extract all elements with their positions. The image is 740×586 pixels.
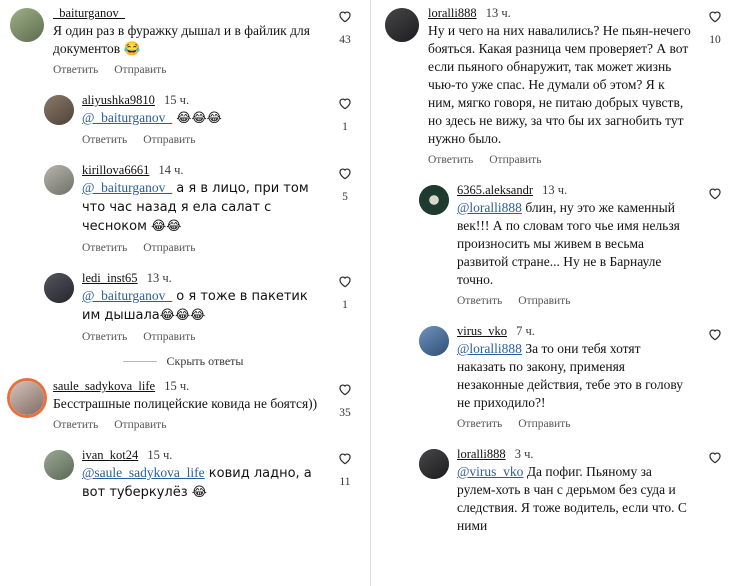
comment-right-rail	[328, 273, 362, 311]
comment-username[interactable]: _baiturganov_	[53, 6, 125, 20]
mention-link[interactable]: @_baiturganov_	[82, 110, 173, 125]
avatar[interactable]	[419, 449, 449, 479]
comment-text-rest: 😂😂😂	[172, 111, 222, 126]
avatar-image	[385, 8, 419, 42]
avatar[interactable]	[10, 381, 44, 415]
comment-text-rest: а я в лицо, при том что час назад я ела салат с чесноком 😂😂	[82, 181, 309, 234]
comment-body	[457, 447, 732, 535]
like-count: 5	[342, 191, 348, 203]
comment-item[interactable]	[385, 318, 732, 431]
comment-text: Ну и чего на них навалились? Не пьян-нечего бояться. Какая разница чем проверяет? А вот если пьяного обнаружит, так может жизнь чью-то уже спас. Не думали об этом? Я к ним, мягко говоря, не питаю добрых чувств, но здесь не вижу, за что бы их загнобить тут нужно было.	[428, 23, 691, 146]
share-button[interactable]: Отправить	[143, 242, 196, 254]
mention-link[interactable]: @saule_sadykova_life	[82, 465, 205, 480]
comment-username[interactable]: loralli888	[457, 447, 506, 461]
comment-actions	[53, 63, 322, 77]
comment-body	[457, 183, 732, 308]
comment-meta	[82, 163, 322, 178]
avatar-image	[10, 381, 44, 415]
comment-actions	[82, 133, 322, 147]
comment-right-rail	[698, 8, 732, 46]
avatar-image	[44, 450, 74, 480]
comment-meta	[82, 93, 322, 108]
share-button[interactable]: Отправить	[518, 418, 571, 430]
divider-space	[385, 308, 732, 318]
comment-meta	[82, 448, 322, 463]
heart-icon[interactable]	[337, 8, 353, 24]
comment-item[interactable]	[10, 442, 362, 502]
comment-text	[82, 287, 322, 325]
comment-actions	[457, 417, 692, 431]
heart-icon[interactable]	[337, 165, 353, 181]
share-button[interactable]: Отправить	[114, 419, 167, 431]
comment-text-rest: Да пофиг. Пьяному за рулем-хоть в чан с дерьмом без суда и следствия. Я тоже водитель, если что. С ними	[457, 464, 687, 533]
comment-time: 14 ч.	[158, 163, 184, 177]
comment-text-rest: о я тоже в пакетик им дышала😂😂😂	[82, 289, 308, 323]
comment-meta	[457, 447, 692, 462]
heart-icon[interactable]	[707, 185, 723, 201]
comment-actions	[457, 294, 692, 308]
comment-meta	[82, 271, 322, 286]
comment-text: Бесстрашные полицейские ковида не боятся))	[53, 396, 318, 411]
comment-text	[82, 179, 322, 236]
like-count: 35	[339, 407, 351, 419]
divider-space	[385, 167, 732, 177]
right-comments-column[interactable]	[370, 0, 740, 586]
avatar[interactable]	[10, 8, 44, 42]
comment-text-rest: ковид ладно, а вот туберкулёз 😂	[82, 466, 312, 500]
comment-item[interactable]	[10, 265, 362, 344]
comment-actions	[53, 418, 322, 432]
avatar-image	[419, 326, 449, 356]
like-count: 43	[339, 34, 351, 46]
comment-actions	[428, 153, 692, 167]
comment-actions	[82, 241, 322, 255]
comment-item[interactable]	[385, 0, 732, 167]
comment-body	[82, 93, 362, 147]
like-count: 1	[342, 299, 348, 311]
comment-meta	[53, 379, 322, 394]
comment-item[interactable]	[10, 0, 362, 77]
comment-body	[53, 6, 362, 77]
share-button[interactable]: Отправить	[489, 154, 542, 166]
comment-right-rail	[328, 8, 362, 46]
comment-body	[82, 163, 362, 255]
heart-icon[interactable]	[337, 381, 353, 397]
mention-link[interactable]: @virus_vko	[457, 464, 524, 479]
comment-item[interactable]	[10, 87, 362, 147]
comment-body	[457, 324, 732, 431]
comment-right-rail	[698, 326, 732, 352]
avatar[interactable]	[419, 185, 449, 215]
avatar[interactable]	[44, 95, 74, 125]
heart-icon[interactable]	[707, 8, 723, 24]
divider-space	[10, 432, 362, 442]
comment-right-rail	[328, 450, 362, 488]
avatar[interactable]	[44, 273, 74, 303]
comment-right-rail	[698, 185, 732, 211]
hide-replies-row[interactable]	[50, 354, 362, 369]
comment-body	[82, 271, 362, 344]
comment-item[interactable]	[10, 157, 362, 255]
mention-link[interactable]: @loralli888	[457, 200, 522, 215]
comment-right-rail	[698, 449, 732, 475]
comment-username[interactable]: 6365.aleksandr	[457, 183, 534, 197]
heart-icon[interactable]	[707, 326, 723, 342]
share-button[interactable]: Отправить	[518, 295, 571, 307]
reply-button[interactable]: Ответить	[82, 134, 128, 146]
comment-item[interactable]	[10, 373, 362, 432]
comment-text	[82, 109, 322, 128]
comment-username[interactable]: kirillova6661	[82, 163, 150, 177]
comment-username[interactable]: virus_vko	[457, 324, 507, 338]
divider-line	[123, 361, 157, 362]
reply-button[interactable]: Ответить	[457, 295, 503, 307]
like-count: 10	[709, 34, 721, 46]
mention-link[interactable]: @_baiturganov_	[82, 180, 173, 195]
comment-username[interactable]: ivan_kot24	[82, 448, 139, 462]
comment-meta	[457, 183, 692, 198]
comment-text: Я один раз в фуражку дышал и в файлик для документов 😂	[53, 23, 310, 56]
comment-text	[457, 199, 692, 289]
comment-body	[53, 379, 362, 432]
comment-time: 15 ч.	[147, 448, 173, 462]
comment-text-rest: блин, ну это же каменный век!!! А по словам того чье имя нельзя произносить мы живем в весьма развитой стране... Ну не в Барнауле точно.	[457, 200, 680, 287]
avatar[interactable]	[44, 450, 74, 480]
mention-link[interactable]: @_baiturganov_	[82, 288, 173, 303]
comment-body	[428, 6, 732, 167]
comment-meta	[457, 324, 692, 339]
avatar-image	[419, 449, 449, 479]
avatar[interactable]	[419, 326, 449, 356]
heart-icon[interactable]	[707, 449, 723, 465]
share-button[interactable]: Отправить	[143, 134, 196, 146]
share-button[interactable]: Отправить	[143, 331, 196, 343]
comment-username[interactable]: loralli888	[428, 6, 477, 20]
comment-actions	[82, 330, 322, 344]
divider-space	[10, 77, 362, 87]
comment-text	[457, 463, 692, 535]
avatar-image	[10, 8, 44, 42]
like-count: 1	[342, 121, 348, 133]
divider-space	[10, 255, 362, 265]
comment-text	[82, 464, 322, 502]
comment-time: 13 ч.	[542, 183, 568, 197]
reply-button[interactable]: Ответить	[53, 419, 99, 431]
reply-button[interactable]: Ответить	[82, 242, 128, 254]
comment-username[interactable]: aliyushka9810	[82, 93, 155, 107]
avatar-image	[44, 273, 74, 303]
heart-icon[interactable]	[337, 95, 353, 111]
comment-right-rail	[328, 95, 362, 133]
comment-text	[457, 340, 692, 412]
avatar-image	[44, 165, 74, 195]
avatar-image	[44, 95, 74, 125]
reply-button[interactable]: Ответить	[53, 64, 99, 76]
divider-space	[385, 431, 732, 441]
comment-time: 13 ч.	[485, 6, 511, 20]
comment-time: 3 ч.	[514, 447, 534, 461]
like-count: 11	[339, 476, 351, 488]
comment-item[interactable]	[385, 441, 732, 535]
avatar[interactable]	[385, 8, 419, 42]
heart-icon[interactable]	[337, 450, 353, 466]
heart-icon[interactable]	[337, 273, 353, 289]
reply-button[interactable]: Ответить	[428, 154, 474, 166]
comment-time: 15 ч.	[164, 93, 190, 107]
comment-item[interactable]	[385, 177, 732, 308]
avatar-image	[419, 185, 449, 215]
comment-right-rail	[328, 165, 362, 203]
comment-time: 7 ч.	[516, 324, 535, 338]
hide-replies-label[interactable]: Скрыть ответы	[166, 354, 244, 368]
comment-text-rest: За то они тебя хотят наказать по закону, применяя незаконные действия, тебе это в голову не приходило?!	[457, 341, 684, 410]
comment-time: 13 ч.	[146, 271, 172, 285]
avatar[interactable]	[44, 165, 74, 195]
reply-button[interactable]: Ответить	[82, 331, 128, 343]
comment-time: 15 ч.	[164, 379, 190, 393]
reply-button[interactable]: Ответить	[457, 418, 503, 430]
divider-space	[10, 147, 362, 157]
mention-link[interactable]: @loralli888	[457, 341, 522, 356]
comment-meta	[53, 6, 322, 21]
comment-username[interactable]: ledi_inst65	[82, 271, 138, 285]
comment-username[interactable]: saule_sadykova_life	[53, 379, 156, 393]
comment-body	[82, 448, 362, 502]
comment-meta	[428, 6, 692, 21]
share-button[interactable]: Отправить	[114, 64, 167, 76]
comment-right-rail	[328, 381, 362, 419]
